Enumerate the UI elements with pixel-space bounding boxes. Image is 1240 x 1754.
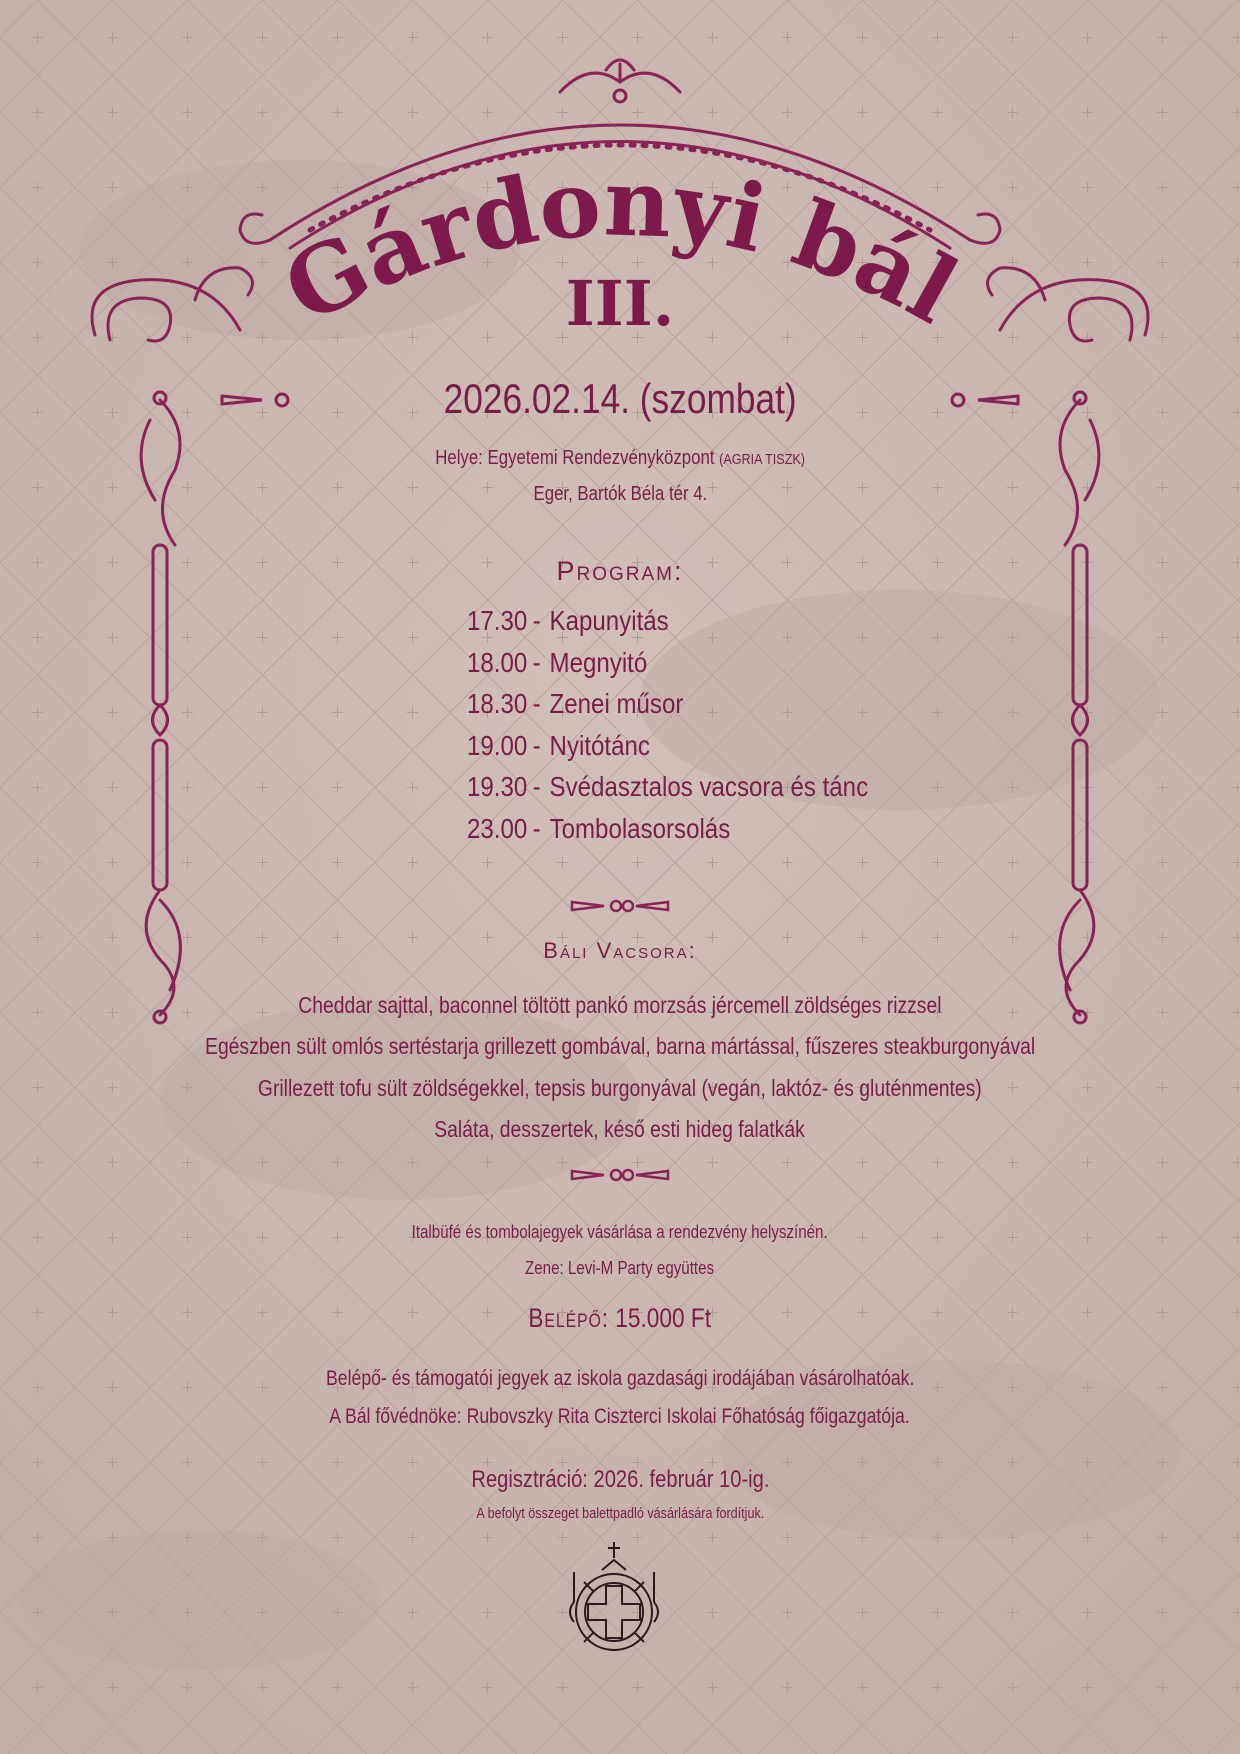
program-time: 23.00 xyxy=(467,812,528,844)
program-event: Svédasztalos vacsora és tánc xyxy=(549,771,869,802)
program-event: Nyitótánc xyxy=(549,729,650,761)
program-event: Kapunyitás xyxy=(549,605,669,636)
menu-item: Saláta, desszertek, késő esti hideg falatkák xyxy=(434,1115,806,1142)
program-event: Zenei műsor xyxy=(549,688,684,719)
registration-deadline: Regisztráció: 2026. február 10-ig. xyxy=(470,1466,770,1493)
program-separator: - xyxy=(532,812,541,844)
program-event: Megnyitó xyxy=(549,646,648,678)
event-title: Gárdonyi bál xyxy=(267,148,975,345)
dinner-heading: Báli Vacsora: xyxy=(543,938,697,963)
music-note: Zene: Levi-M Party együttes xyxy=(525,1258,715,1278)
fundraising-note: A befolyt összeget balettpadló vásárlására fordítjuk. xyxy=(476,1505,764,1522)
drinks-note: Italbüfé és tombolajegyek vásárlása a rendezvény helyszínén. xyxy=(411,1222,829,1242)
program-time: 17.30 xyxy=(467,605,528,636)
menu-item: Cheddar sajttal, baconnel töltött pankó morzsás jércemell zöldséges rizzsel xyxy=(298,992,942,1018)
ticket-info: Belépő- és támogatói jegyek az iskola gazdasági irodájában vásárolhatóak. xyxy=(325,1367,915,1390)
program-time: 19.30 xyxy=(467,771,528,802)
program-separator: - xyxy=(532,688,541,719)
program-time: 18.00 xyxy=(467,646,528,678)
program-separator: - xyxy=(532,605,541,636)
program-time: 18.30 xyxy=(467,688,528,719)
menu-item: Grillezett tofu sült zöldségekkel, tepsis burgonyával (vegán, laktóz- és gluténmentes) xyxy=(258,1074,982,1101)
ticket-price: Belépő: 15.000 Ft xyxy=(528,1303,712,1333)
program-separator: - xyxy=(532,729,541,761)
scroll-divider-icon xyxy=(572,1170,668,1180)
patron-info: A Bál fővédnöke: Rubovszky Rita Ciszterci Iskolai Főhatóság főigazgatója. xyxy=(329,1405,911,1428)
program-event: Tombolasorsolás xyxy=(549,812,731,844)
program-separator: - xyxy=(532,771,541,802)
program-separator: - xyxy=(532,646,541,678)
scroll-divider-icon xyxy=(572,901,668,911)
edition-number: III. xyxy=(565,267,675,340)
menu-item: Egészben sült omlós sertéstarja grillezett gombával, barna mártással, fűszeres steakburgonyával xyxy=(204,1033,1036,1060)
program-heading: Program: xyxy=(556,556,684,586)
venue-line: Helye: Egyetemi Rendezvényközpont (AGRIA TISZK) xyxy=(435,447,805,469)
event-date: 2026.02.14. (szombat) xyxy=(443,375,797,422)
venue-address: Eger, Bartók Béla tér 4. xyxy=(533,483,707,505)
cistercian-emblem-icon xyxy=(570,1542,658,1650)
program-time: 19.00 xyxy=(467,729,528,761)
